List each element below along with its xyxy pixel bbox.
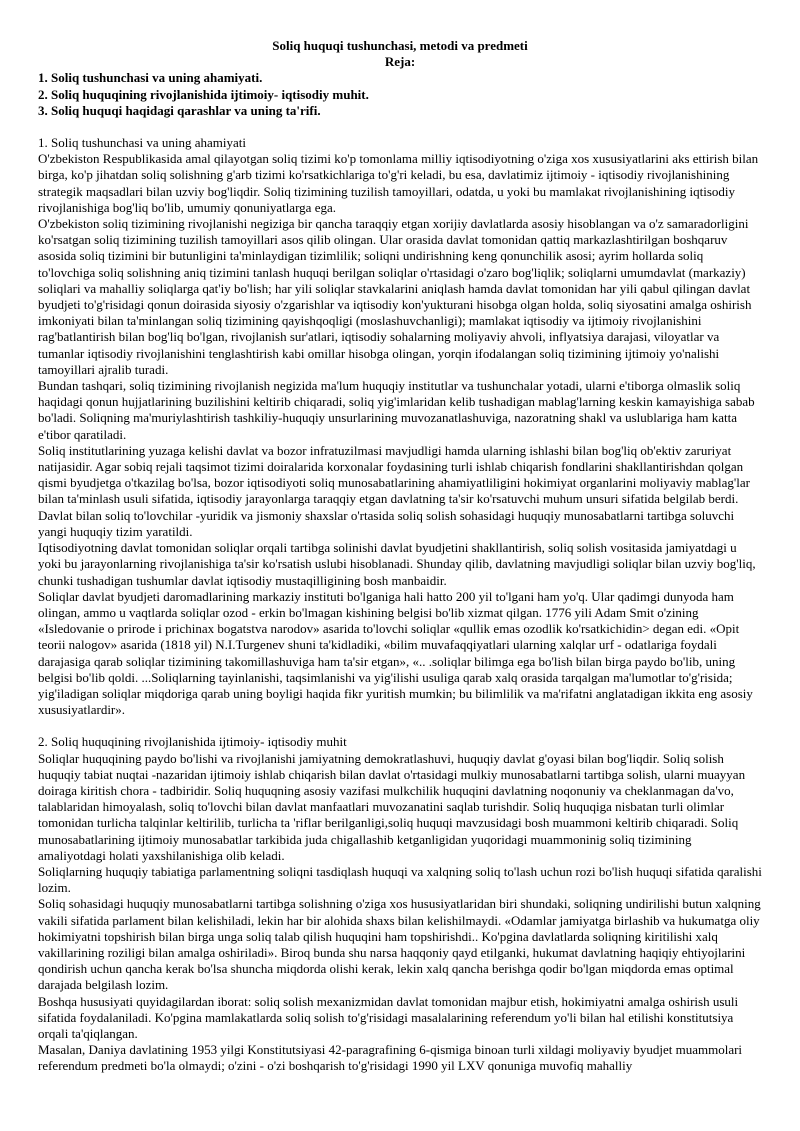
section-2-heading: 2. Soliq huquqining rivojlanishida ijtimoiy- iqtisodiy muhit: [38, 734, 347, 750]
plan-item-2: 2. Soliq huquqining rivojlanishida ijtimoiy- iqtisodiy muhit.: [38, 86, 369, 102]
document-page: [38, 38, 762, 1075]
section-1-paragraph: Soliqlar davlat byudjeti daromadlarining markaziy instituti bo'lganiga hali hatto 200 yil to'lgani ham yo'q. Ular qadimgi dunyoda ham olingan, ammo u vaqtlarda soliqlar ozod - erkin bo'lmagan kishining belgisi bo'lib xizmat qilgan. 1776 yili Adam Smit o'zining «Isledovanie o prirode i prichinax bogatstva narodov» asarida to'lovchi soliqlar «qullik emas ozodlik ko'rsatkichidin> degan edi. «Opit teorii nalogov» asarida (1818 yil) N.I.Turgenev shuni ta'kidladiki, «bilim muvafaqqiyatlari ularning xalqlar urf - odatlariga foydali darajasiga qarab soliqlar tizimining takomillashuviga ham ta'sir etgan», «.. .soliqlar bilimga ega bo'lish bilan birga paydo bo'lib, uning belgisi bo'lib qoldi. ...Soliqlarning tayinlanishi, taqsimlanishi va yig'ilishi usuliga qarab xalq orasida tarqalgan ma'lumotlar to'g'risida; yig'iladigan soliqlar miqdoriga qarab uning boyligi haqida fikr yuritish mumkin; bu bilimlilik va ma'rifatni anglatadigan ikkita eng asosiy xususiyatlardir».: [38, 588, 753, 718]
section-1-paragraph: Soliq institutlarining yuzaga kelishi davlat va bozor infratuzilmasi mavjudligi hamda ularning ishlashi bilan bog'liq ob'ektiv zaruriyat natijasidir. Agar sobiq rejali taqsimot tizimi doiralarida korxonalar foydasining turli ishlab chiqarish fondlarini shakllantirishdan qolgan qismi byudjetga o'tkazilag bo'lsa, bozor iqtisodiyoti soliq munosabatlarining ahamiyatliligini hokimiyat organlarini moliyaviy mablag'lar bilan ta'minlash usuli sifatida, iqtisodiy jarayonlarga taraqqiy etgan davlatning ta'sir ko'rsatuvchi muhum unsuri sifatida belgilab berdi. Davlat bilan soliq to'lovchilar -yuridik va jismoniy shaxslar o'rtasida soliq solish sohasidagi huquqiy munosabatlarni tartibga soluvchi yangi huquqiy tizim yaratildi.: [38, 442, 750, 539]
document-title: Soliq huquqi tushunchasi, metodi va predmeti: [272, 38, 528, 53]
section-1-paragraph: O'zbekiston soliq tizimining rivojlanishi negiziga bir qancha taraqqiy etgan xorijiy davlatlarda asosiy hisoblangan va o'z samaradorligini ko'rsatgan soliq tizimining tuzilish tamoyillari asos qilib olingan. Ular orasida davlat tomonidan qattiq markazlashtirilgan boshqaruv asosida soliq tizimini bir butunligini ta'minlaydigan tizimlilik; soliqni undirishning keng qonunchilik asosi; ayrim hollarda soliq to'lovchiga soliq solishning aniq tizimini tanlash huquqi berilgan soliqlar o'rtasidagi o'zaro bog'liqlik; soliqlarni umumdavlat (markaziy) soliqlari va mahalliy soliqlarga qat'iy bo'lish; har yili soliqlar stavkalarini aniqlash hamda davlat tomonidan har yili qabul qilingan davlat byudjeti to'g'risidagi qonun doirasida siyosiy o'zgarishlar va iqtisodiy kon'yukturani hisobga olgan holda, soliq siyosatini amalga oshirish imkoniyati bilan ta'minlangan soliq tizimining qayishqoqligi (moslashuvchanligi); mamlakat iqtisodiy va ijtimoiy rivojlanishini rag'batlantirish bilan bog'liq bo'lgan, rivojlanish sur'atlari, iqtisodiy sohalarning moliyaviy ahvoli, inflyatsiya darajasi, viloyatlar va tumanlar iqtisodiy rivojlanishini tenglashtirish kabi omillar hisobga olingan, yorqin ifodalangan soliq tizimining ijtimoiy yo'nalishi tamoyillari ajralib turadi.: [38, 216, 752, 377]
section-1-heading: 1. Soliq tushunchasi va uning ahamiyati: [38, 135, 246, 151]
plan-heading: Reja:: [384, 54, 416, 70]
section-1-paragraph: O'zbekiston Respublikasida amal qilayotgan soliq tizimi ko'p tomonlama milliy iqtisodiyotning o'ziga xos xususiyatlarini aks ettirish bilan birga, ko'p jihatdan soliq solishning g'arb tizimi ko'rsatkichlariga to'g'ri keladi, bu esa, davlatimiz ijtimoiy - iqtisodiy rivojlanishining strategik maqsadlari bilan uzviy bog'liqdir. Soliq tizimining tuzilish tamoyillari, odatda, u yoki bu mamlakat rivojlanishining iqtisodiy rivojlanishiga bog'liq bo'lib, umumiy qonuniyatlarga ega.: [38, 151, 759, 215]
section-2-paragraph: Masalan, Daniya davlatining 1953 yilgi Konstitutsiyasi 42-paragrafining 6-qismiga binoan turli xildagi moliyaviy byudjet muammolari referendum predmeti bo'la olmaydi; o'zini - o'zi boshqarish to'g'risidagi 1990 yil LXV qonuniga muvofiq mahalliy: [38, 1042, 743, 1074]
section-2-paragraph: Soliq sohasidagi huquqiy munosabatlarni tartibga solishning o'ziga xos hususiyatlaridan biri shundaki, soliqning undirilishi butun xalqning vakili sifatida parlament bilan kelishiladi, lekin har bir alohida shaxs bilan kelishilmaydi. «Odamlar jamiyatga birlashib va hukumatga oliy hokimiyatni topshirish bilan birga unga soliq talab qilish huquqini ham topshirishdi.. Ko'pgina davlatlarda soliqning kiritilishi xalq vakillarining roziligi bilan amalga oshiriladi». Biroq bunda shu narsa haqqoniy qayd etilganki, hukumat davlatning haqiqiy ehtiyojlarini qondirish uchun qancha kerak bo'lsa shuncha miqdorda olishi kerak, lekin xalq qancha berishga qodir bo'lgan miqdorda emas optimal darajada belgilash lozim.: [38, 896, 761, 993]
section-1-paragraph: Iqtisodiyotning davlat tomonidan soliqlar orqali tartibga solinishi davlat byudjetini shakllantirish, soliq solish vositasida jamiyatdagi u yoki bu jarayonlarning rivojlanishiga ta'sir ko'rsatish uslubi hisoblanadi. Shunday qilib, davlatning mavjudligi soliqlar bilan uzviy bog'liq, chunki tushadigan tushumlar davlat iqtisodiy mustaqilligining bosh manbaidir.: [38, 540, 756, 588]
section-1-paragraph: Bundan tashqari, soliq tizimining rivojlanish negizida ma'lum huquqiy institutlar va tushunchalar yotadi, ularni e'tiborga olmaslik soliq haqidagi qonun hujjatlarining buzilishini keltirib chiqaradi, soliq yig'imlaridan kelib tushadigan mablag'larning keskin kamayishiga sabab bo'ladi. Soliqning ma'muriylashtirish tashkiliy-huquqiy unsurlarining muvozanatlashuviga, nazoratning shakl va uslublariga ham katta e'tibor qaratiladi.: [38, 378, 755, 442]
plan-item-1: 1. Soliq tushunchasi va uning ahamiyati.: [38, 70, 263, 86]
section-2-paragraph: Boshqa hususiyati quyidagilardan iborat: soliq solish mexanizmidan davlat tomonidan majbur etish, hokimiyatni amalga oshirish usuli sifatida foydalaniladi. Ko'pgina mamlakatlarda soliq solish to'g'risidagi masalalarining referendum yo'li bilan hal etilishi konstitutsiya orqali ta'qiqlangan.: [38, 993, 739, 1041]
plan-item-3: 3. Soliq huquqi haqidagi qarashlar va uning ta'rifi.: [38, 102, 321, 118]
section-2-paragraph: Soliqlarning huquqiy tabiatiga parlamentning soliqni tasdiqlash huquqi va xalqning soliq to'lash uchun rozi bo'lish huquqi sifatida qaralishi lozim.: [38, 863, 762, 896]
section-2-paragraph: Soliqlar huquqining paydo bo'lishi va rivojlanishi jamiyatning demokratlashuvi, huquqiy davlat g'oyasi bilan bog'liqdir. Soliq solish huquqiy tabiat nuqtai -nazaridan ijtimoiy ishlab chiqarish bilan davlat o'rtasidagi mulkiy munosabatlarni tartibga solish, ularni muayyan doiraga kiritish chora - tadbiridir. Soliq huquqning asosiy vazifasi mulkchilik huquqini davlatning noqonuniy va cheklanmagan da'vo, talablaridan himoyalash, soliq to'lovchi bilan davlat manfaatlari muvozanatini saqlab turishdir. Soliq huquqiga nisbatan turli olimlar tomonidan turlicha talqinlar keltirilib, turlicha ta 'riflar berilganligi,soliq huquqi mavzusidagi bosh muammoni keltirib chiqaradi. Soliq munosabatlarining ijtimoiy munosabatlar tarkibida juda chigallashib ketganligidan yuqoridagi muammoninig soliq tizimining amaliyotdagi holati yaxshilanishiga olib keladi.: [38, 750, 746, 863]
